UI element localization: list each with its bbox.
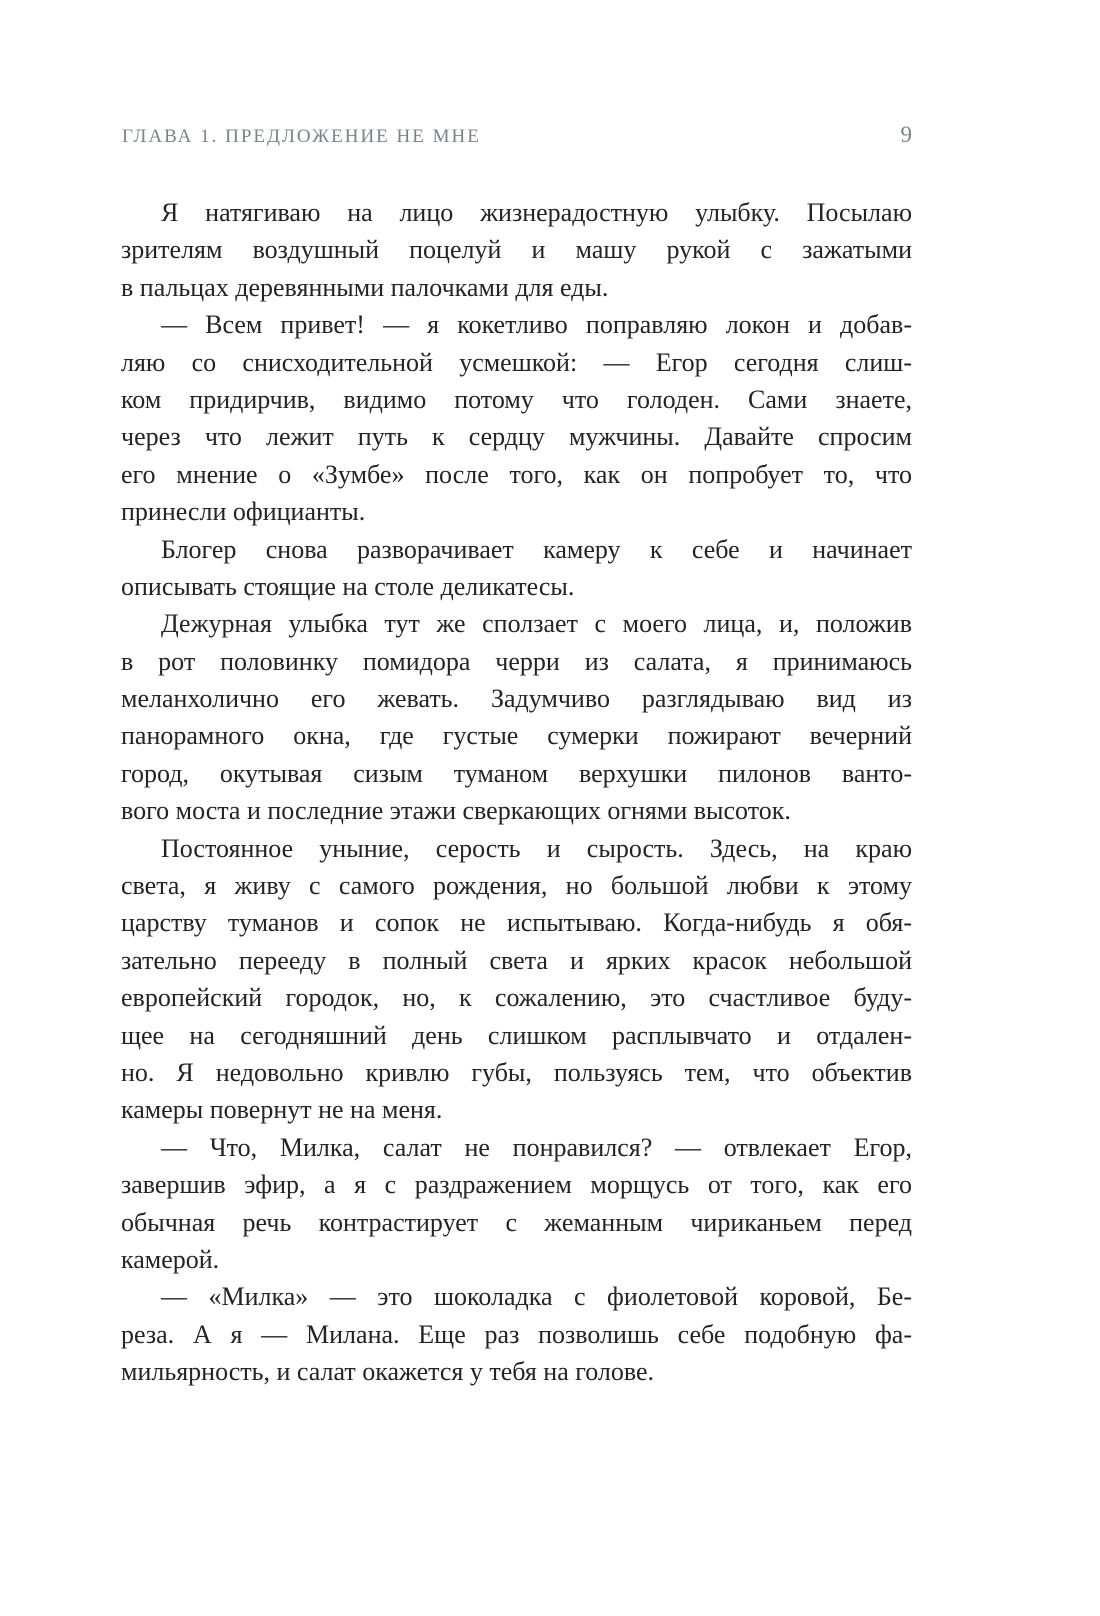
text-line: — «Милка» — это шоколадка с фиолетовой коровой, Бе- — [161, 1282, 912, 1312]
text-line: в пальцах деревянными палочками для еды. — [121, 272, 609, 302]
text-line: ком придирчив, видимо потому что голоден. Сами знаете, — [121, 384, 912, 414]
paragraph — [121, 1129, 912, 1279]
text-line: город, окутывая сизым туманом верхушки пилонов ванто- — [121, 758, 912, 788]
paragraph — [121, 605, 912, 829]
text-line: европейский городок, но, к сожалению, это счастливое буду- — [121, 983, 912, 1013]
text-line: но. Я недовольно кривлю губы, пользуясь тем, что объектив — [121, 1057, 912, 1087]
text-line: меланхолично его жевать. Задумчиво разглядываю вид из — [121, 684, 912, 714]
text-line: камерой. — [121, 1244, 220, 1274]
text-line: описывать стоящие на столе деликатесы. — [121, 571, 575, 601]
text-line: ляю со снисходительной усмешкой: — Егор сегодня слиш- — [121, 347, 912, 377]
text-line: завершив эфир, а я с раздражением морщусь от того, как его — [121, 1170, 912, 1200]
text-line: — Всем привет! — я кокетливо поправляю локон и добав- — [161, 310, 912, 340]
text-line: щее на сегодняшний день слишком расплывчато и отдален- — [121, 1020, 912, 1050]
text-line: Блогер снова разворачивает камеру к себе и начинает — [161, 534, 912, 564]
text-line: камеры повернут не на меня. — [121, 1095, 443, 1125]
page-number: 9 — [900, 122, 912, 147]
text-line: его мнение о «Зумбе» после того, как он попробует то, что — [121, 459, 912, 489]
text-line: света, я живу с самого рождения, но большой любви к этому — [121, 871, 912, 901]
text-line: обычная речь контрастирует с жеманным чириканьем перед — [121, 1207, 912, 1237]
text-line: Я натягиваю на лицо жизнерадостную улыбку. Посылаю — [161, 198, 912, 227]
paragraph — [121, 306, 912, 530]
text-line: Постоянное уныние, серость и сырость. Здесь, на краю — [161, 833, 912, 863]
text-line: Дежурная улыбка тут же сползает с моего лица, и, положив — [161, 609, 912, 639]
paragraph — [121, 531, 912, 606]
text-line: вого моста и последние этажи сверкающих огнями высоток. — [121, 796, 791, 826]
paragraph — [121, 1278, 912, 1390]
chapter-title: ГЛАВА 1. ПРЕДЛОЖЕНИЕ НЕ МНЕ — [122, 126, 481, 147]
text-line: зательно перееду в полный света и ярких красок небольшой — [121, 945, 912, 975]
text-line: — Что, Милка, салат не понравился? — отвлекает Егор, — [161, 1132, 912, 1162]
paragraph — [121, 194, 912, 306]
text-line: принесли официанты. — [121, 497, 366, 527]
text-line: в рот половинку помидора черри из салата, я принимаюсь — [121, 646, 912, 676]
text-line: зрителям воздушный поцелуй и машу рукой с зажатыми — [121, 235, 912, 265]
text-line: через что лежит путь к сердцу мужчины. Давайте спросим — [121, 422, 912, 452]
running-head — [122, 122, 912, 148]
text-line: панорамного окна, где густые сумерки пожирают вечерний — [121, 721, 912, 751]
text-line: царству туманов и сопок не испытываю. Когда-нибудь я обя- — [121, 908, 912, 938]
page-text — [121, 194, 912, 1391]
paragraph — [121, 830, 912, 1129]
text-line: реза. А я — Милана. Еще раз позволишь себе подобную фа- — [121, 1319, 912, 1349]
text-line: мильярность, и салат окажется у тебя на голове. — [121, 1357, 655, 1387]
